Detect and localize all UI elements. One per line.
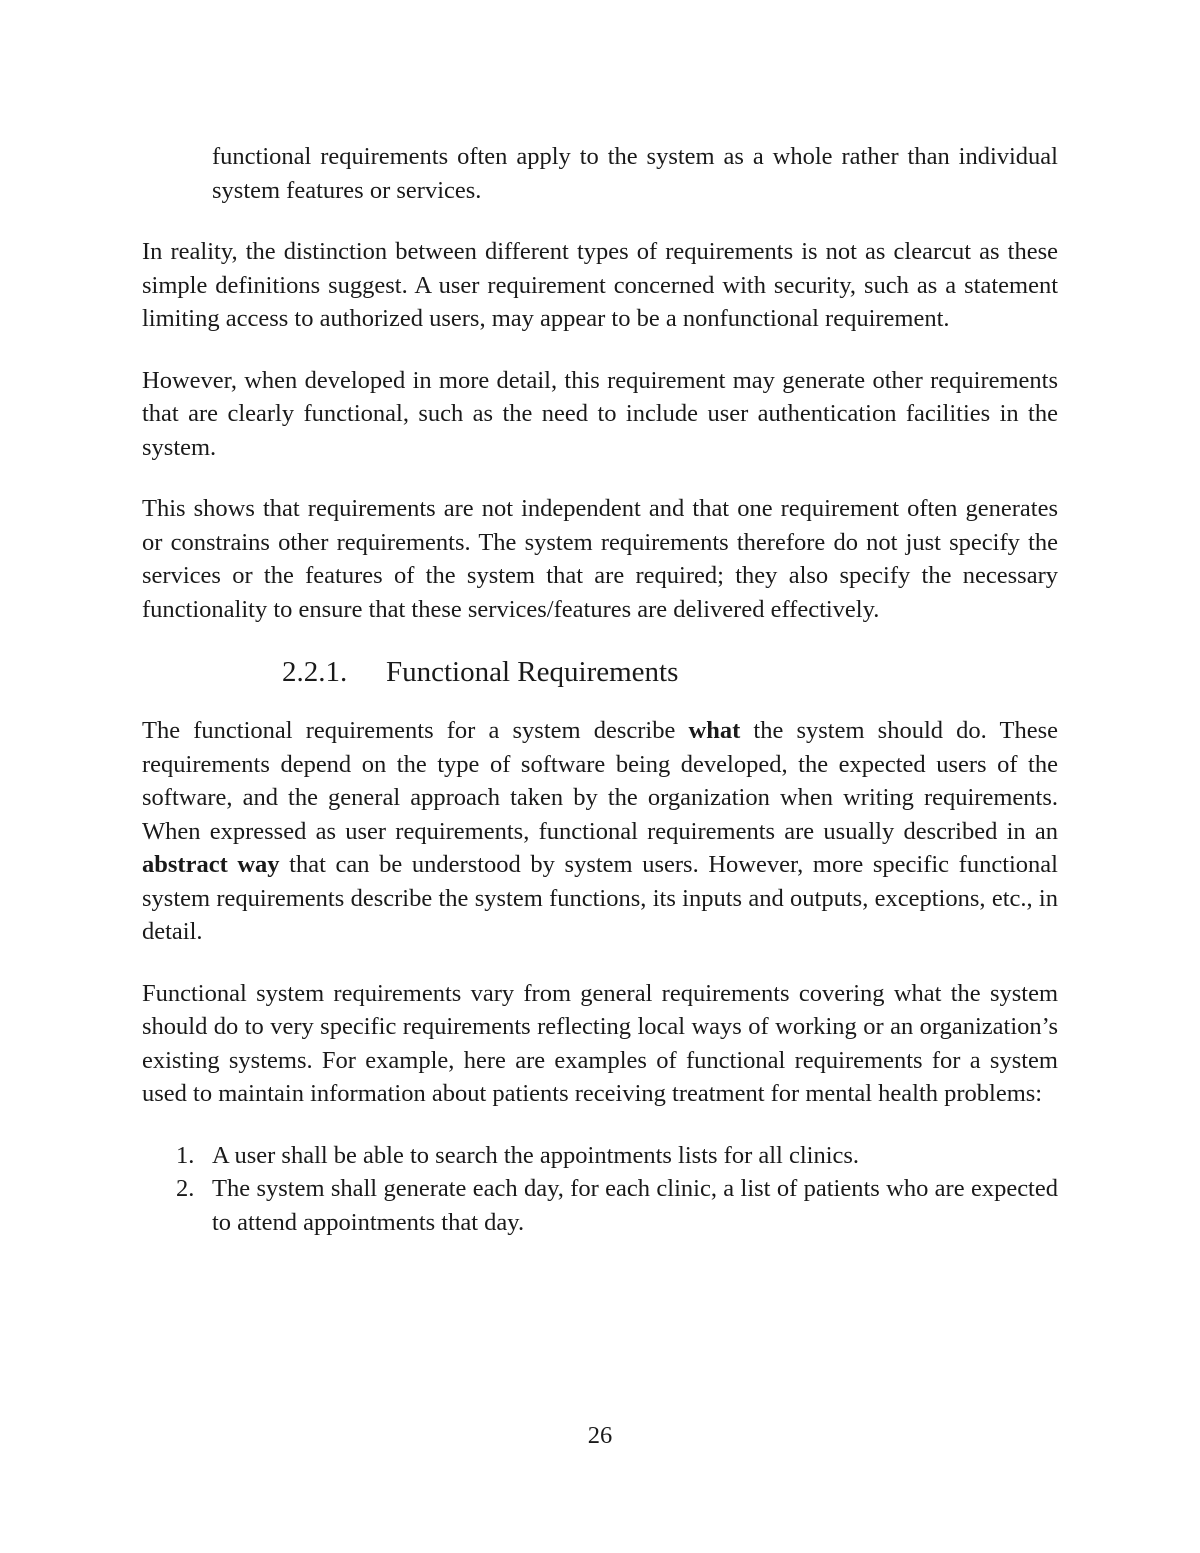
text-run: that can be understood by system users. However, more specific functional system requirements describe the system functions, its inputs and outputs, exceptions, etc., in detail. (142, 851, 1058, 945)
text-run: The functional requirements for a system describe (142, 717, 689, 744)
section-title: Functional Requirements (386, 656, 679, 688)
text-run: the system should do. These requirements depend on the type of software being developed, the expected users of the software, and the general approach taken by the organization when writing requirements. When expressed as user requirements, functional requirements are usually described in an (142, 717, 1058, 845)
requirements-list (142, 1139, 1058, 1240)
paragraph-system-requirements: Functional system requirements vary from general requirements covering what the system should do to very specific requirements reflecting local ways of working or an organization’s existing systems. For example, here are examples of functional requirements for a system used to maintain information about patients receiving treatment for mental health problems: (142, 979, 1058, 1107)
section-heading (282, 654, 1058, 690)
emphasis-what: what (688, 717, 741, 744)
paragraph-functional-definition (142, 714, 1058, 949)
page-number: 26 (587, 1422, 613, 1449)
list-marker: 1. (176, 1141, 195, 1169)
list-item (142, 1172, 1058, 1239)
list-marker: 2. (176, 1175, 195, 1202)
emphasis-abstract-way: abstract way (142, 851, 280, 878)
section-number: 2.2.1. (282, 656, 348, 688)
list-item (142, 1139, 1058, 1173)
list-item-text: The system shall generate each day, for each clinic, a list of patients who are expected to attend appointments that day. (212, 1175, 1058, 1236)
paragraph-however: However, when developed in more detail, this requirement may generate other requirements that are clearly functional, such as the need to include user authentication facilities in the system. (142, 366, 1058, 461)
list-item-text: A user shall be able to search the appointments lists for all clinics. (212, 1141, 860, 1169)
paragraph-distinction: In reality, the distinction between different types of requirements is not as clearcut as these simple definitions suggest. A user requirement concerned with security, such as a statement limiting access to authorized users, may appear to be a nonfunctional requirement. (142, 238, 1058, 332)
paragraph-independence: This shows that requirements are not independent and that one requirement often generates or constrains other requirements. The system requirements therefore do not just specify the services or the features of the system that are required; they also specify the necessary functionality to ensure that these services/features are delivered effectively. (142, 495, 1058, 623)
paragraph-continued: functional requirements often apply to the system as a whole rather than individual system features or services. (212, 143, 1058, 204)
page-body (142, 140, 1058, 1239)
